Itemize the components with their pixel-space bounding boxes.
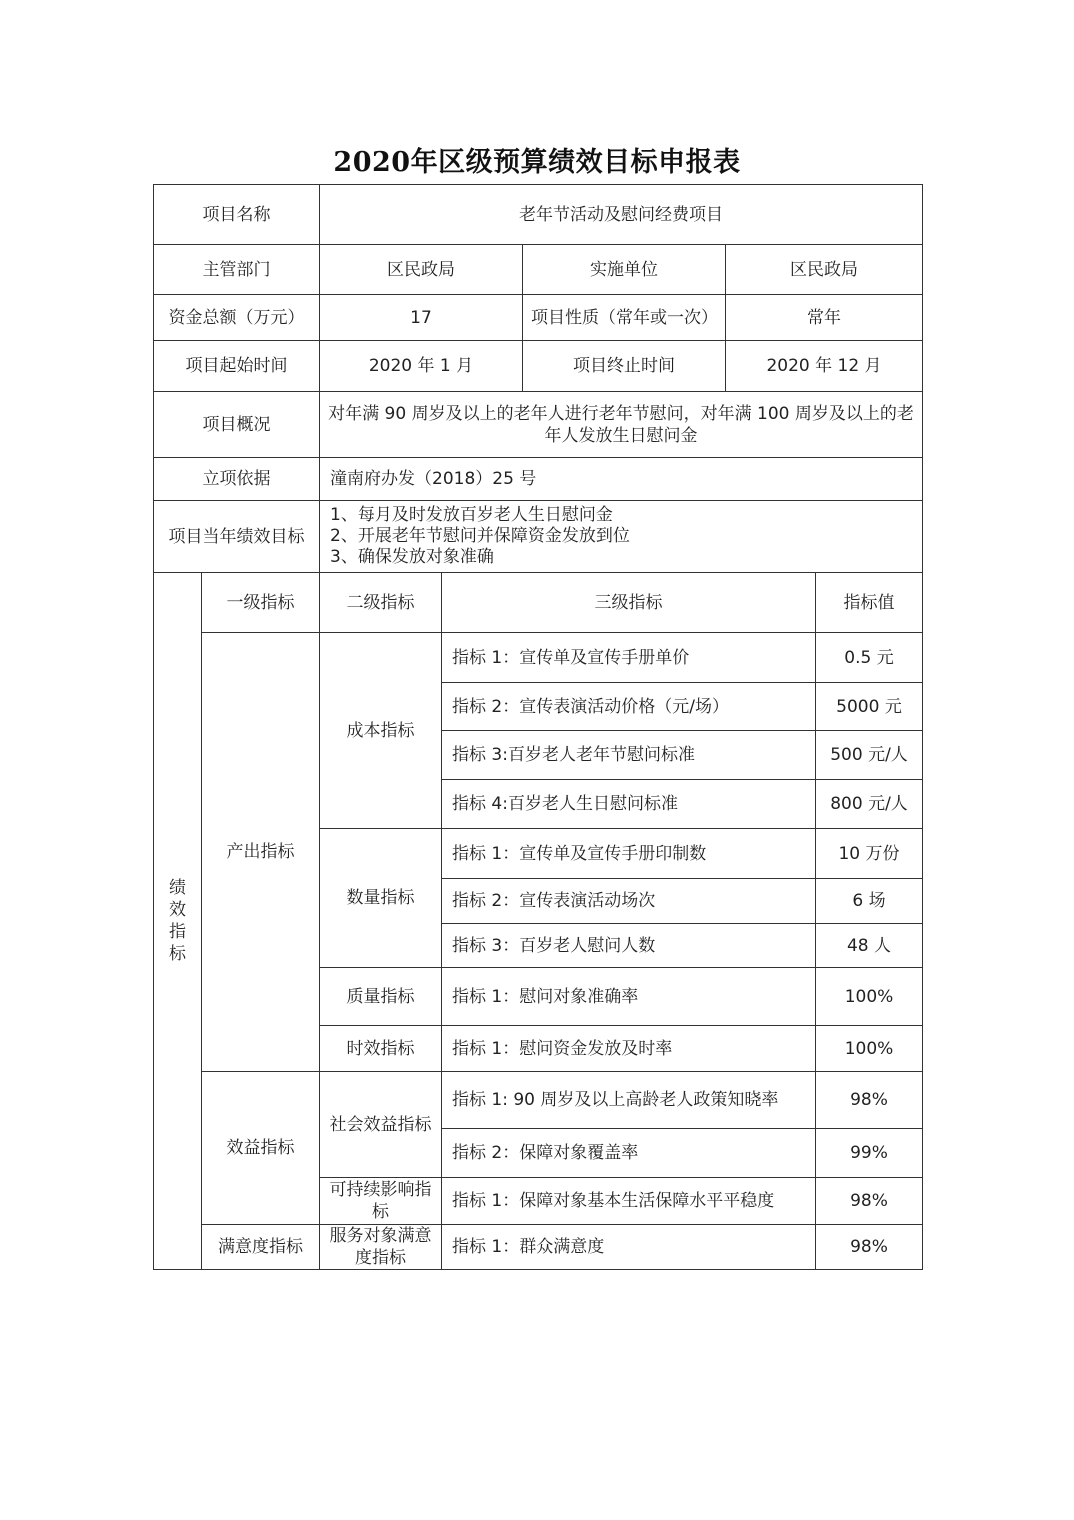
performance-indicator-section: 绩效指标 [154, 573, 202, 1270]
indicator-name: 指标 1：慰问资金发放及时率 [442, 1026, 816, 1072]
objective-item: 1、每月及时发放百岁老人生日慰问金 [330, 505, 613, 525]
timeliness-indicator-label: 时效指标 [320, 1026, 442, 1072]
basis-row [154, 458, 923, 501]
nature-label: 项目性质（常年或一次） [523, 295, 726, 341]
funds-value: 17 [320, 295, 523, 341]
satisfaction-indicator-label: 满意度指标 [202, 1225, 320, 1270]
indicator-name: 指标 2：宣传表演活动场次 [442, 879, 816, 924]
service-satisfaction-label: 服务对象满意度指标 [320, 1225, 442, 1270]
indicator-header-row [154, 573, 923, 633]
header-level1: 一级指标 [202, 573, 320, 633]
indicator-name: 指标 1：群众满意度 [442, 1225, 816, 1270]
overview-row [154, 392, 923, 458]
indicator-value: 100% [816, 1026, 923, 1072]
overview-label: 项目概况 [154, 392, 320, 458]
overview-value: 对年满 90 周岁及以上的老年人进行老年节慰问，对年满 100 周岁及以上的老年人发放生日慰问金 [320, 392, 923, 458]
indicator-name: 指标 2：宣传表演活动价格（元/场） [442, 683, 816, 731]
nature-value: 常年 [726, 295, 923, 341]
indicator-value: 0.5 元 [816, 633, 923, 683]
benefit-indicator-label: 效益指标 [202, 1072, 320, 1225]
budget-performance-table [153, 184, 923, 1270]
funds-label: 资金总额（万元） [154, 295, 320, 341]
objectives-label: 项目当年绩效目标 [154, 501, 320, 573]
end-label: 项目终止时间 [523, 341, 726, 392]
page-title: 2020年区级预算绩效目标申报表 [333, 147, 741, 178]
header-level3: 三级指标 [442, 573, 816, 633]
indicator-name: 指标 1: 90 周岁及以上高龄老人政策知晓率 [442, 1072, 816, 1129]
project-name-label: 项目名称 [154, 185, 320, 245]
start-value: 2020 年 1 月 [320, 341, 523, 392]
header-level2: 二级指标 [320, 573, 442, 633]
objectives-row [154, 501, 923, 573]
sustain-indicator-label: 可持续影响指标 [320, 1178, 442, 1225]
department-row [154, 245, 923, 295]
project-name-value: 老年节活动及慰问经费项目 [320, 185, 923, 245]
indicator-row [154, 1072, 923, 1129]
indicator-name: 指标 4:百岁老人生日慰问标准 [442, 780, 816, 829]
indicator-value: 10 万份 [816, 829, 923, 879]
dept-label: 主管部门 [154, 245, 320, 295]
objective-item: 2、开展老年节慰问并保障资金发放到位 [330, 526, 630, 546]
impl-value: 区民政局 [726, 245, 923, 295]
indicator-value: 500 元/人 [816, 731, 923, 780]
cost-indicator-label: 成本指标 [320, 633, 442, 829]
indicator-value: 800 元/人 [816, 780, 923, 829]
quantity-indicator-label: 数量指标 [320, 829, 442, 968]
end-value: 2020 年 12 月 [726, 341, 923, 392]
objectives-list [320, 501, 923, 573]
funds-row [154, 295, 923, 341]
indicator-value: 5000 元 [816, 683, 923, 731]
indicator-value: 6 场 [816, 879, 923, 924]
project-name-row [154, 185, 923, 245]
quality-indicator-label: 质量指标 [320, 968, 442, 1026]
indicator-name: 指标 1：慰问对象准确率 [442, 968, 816, 1026]
indicator-value: 98% [816, 1178, 923, 1225]
indicator-value: 99% [816, 1129, 923, 1178]
indicator-value: 98% [816, 1225, 923, 1270]
indicator-value: 48 人 [816, 924, 923, 968]
indicator-name: 指标 1：宣传单及宣传手册单价 [442, 633, 816, 683]
indicator-name: 指标 2：保障对象覆盖率 [442, 1129, 816, 1178]
indicator-value: 98% [816, 1072, 923, 1129]
indicator-name: 指标 1：保障对象基本生活保障水平平稳度 [442, 1178, 816, 1225]
dept-value: 区民政局 [320, 245, 523, 295]
indicator-name: 指标 3：百岁老人慰问人数 [442, 924, 816, 968]
social-indicator-label: 社会效益指标 [320, 1072, 442, 1178]
impl-label: 实施单位 [523, 245, 726, 295]
output-indicator-label: 产出指标 [202, 633, 320, 1072]
header-value: 指标值 [816, 573, 923, 633]
start-label: 项目起始时间 [154, 341, 320, 392]
indicator-row [154, 1225, 923, 1270]
indicator-row [154, 633, 923, 683]
indicator-name: 指标 3:百岁老人老年节慰问标准 [442, 731, 816, 780]
basis-label: 立项依据 [154, 458, 320, 501]
basis-value: 潼南府办发（2018）25 号 [320, 458, 923, 501]
indicator-name: 指标 1：宣传单及宣传手册印制数 [442, 829, 816, 879]
indicator-value: 100% [816, 968, 923, 1026]
objective-item: 3、确保发放对象准确 [330, 547, 494, 567]
period-row [154, 341, 923, 392]
